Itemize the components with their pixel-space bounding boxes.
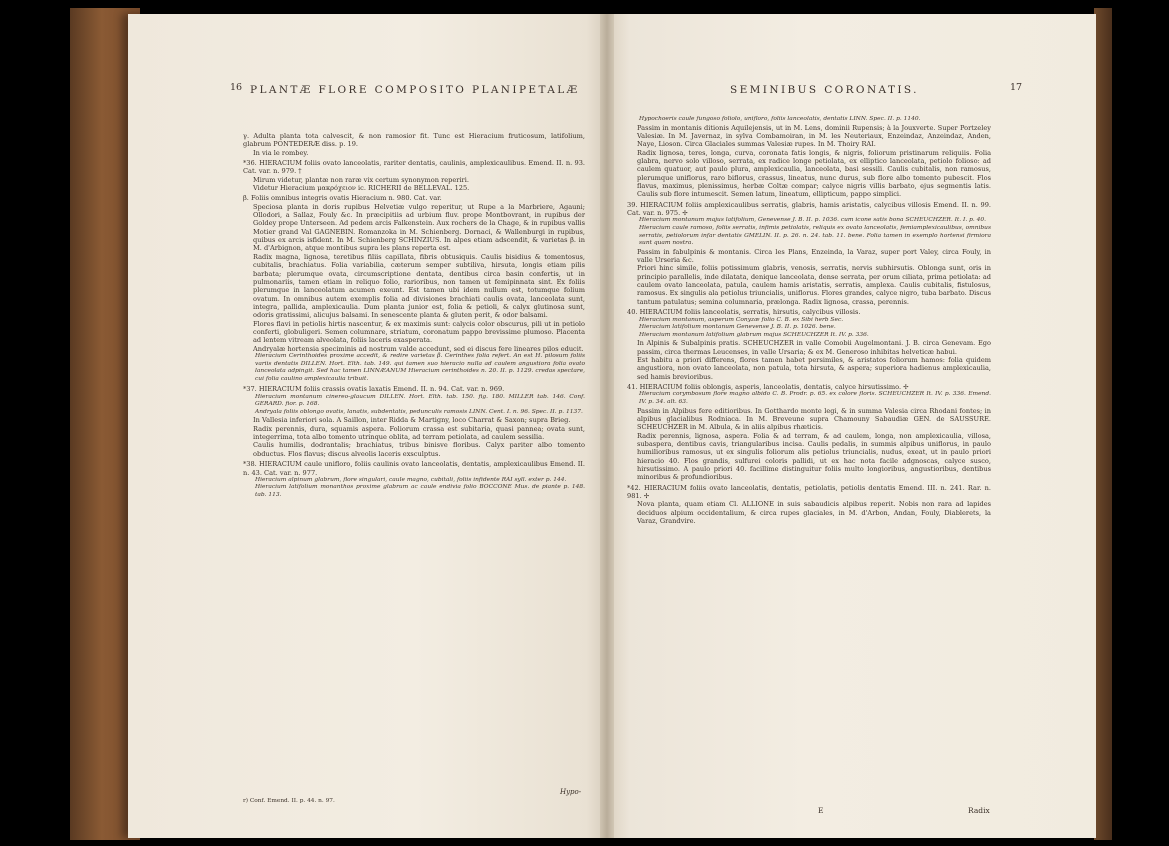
text-paragraph: γ. Adulta planta tota calvescit, & non ramosior fit. Tunc est Hieracium fruticosum, latifolium, glabrum PONTEDERÆ diss. p. 19. — [243, 132, 585, 149]
text-paragraph: 40. HIERACIUM foliis lanceolatis, serratis, hirsutis, calycibus villosis. — [627, 308, 861, 317]
text-paragraph: In Alpinis & Subalpinis pratis. SCHEUCHZER in valle Comobii Augelmontani. J. B. circa Genevam. Ego passim, circa thermas Leucenses, in valle Ursaria; & ex M. Generoso inhibitas helveticæ habui. — [637, 339, 991, 356]
text-paragraph: Andryala foliis oblongo ovatis, lanatis, subdentatis, pedunculis ramosis LINN. Cent. I. n. 96. Spec. II. p. 1137. — [255, 408, 583, 415]
text-paragraph: *42. HIERACIUM foliis ovato lanceolatis, dentatis, petiolatis, petiolis dentatis Emend. III. n. 241. Rar. n. 981. ✢ — [627, 483, 991, 500]
book-gutter — [600, 14, 614, 838]
right-signature: E — [818, 806, 824, 815]
text-paragraph: In Vallesia inferiori sola. A Saillon, inter Ridda & Martigny, loco Charrat & Saxon; supra Brieg. — [253, 416, 571, 425]
text-paragraph: Passim in montanis ditionis Aquilejensis, ut in M. Lens, dominii Rupensis; à la Jouxverte. Super Portzeley Valesiæ. In M. Javernaz, in sylva Combamoiran, in M. les Neuteriaux, Enzeindaz, Anzeindaz, Anden, Naye, Lioson. Circa Glaciales summas Valesiæ rupes. In M. Thoiry RAI. — [637, 123, 991, 149]
text-paragraph: Radix magna, lignosa, teretibus filiis capillata, fibris obtusiquis. Caulis bisidius & tomentosus, cubitalis, brachiatus. Folia variabilia, cæterum semper subtiliva, hirsuta, longis etiam pilis barbata; plerumque ovata, circumscriptione dentata, dentibus circa basin confertis, ut in pulmonariis, tamen etiam in reliquo folio, rarioribus, non tamen ut femipinnata sint. Ex foliis plerumque in lanceolatum acumen exeunt. Est tamen ubi idem nullum est, totumque folium ovatum. In omnibus autem exemplis folia ad divisiones brachiati caulis ovata, lanceolata sunt, integra, pallida, amplexicaulia. Dum planta junior est, folia & petioli, & calyx glutinosa sunt, odoris gratissimi, alicujus balsami. In senescente planta & gluten perit, & odor balsami. — [253, 252, 585, 320]
text-paragraph: Hieracium montanum majus latifolium, Genevense J. B. II. p. 1036. cum icone satis bona SCHEUCHZER. It. I. p. 40. — [639, 217, 987, 224]
text-paragraph: 41. HIERACIUM foliis oblongis, asperis, lanceolatis, dentatis, calyce hirsutissimo. ✢ — [627, 383, 909, 391]
text-paragraph: Hieracium latifolium montanum Genevense J. B. II. p. 1026. bene. — [639, 324, 836, 331]
text-paragraph: Est habitu a priori differens, flores tamen habet persimiles, & aristatos foliorum hamos: folia quidem angustiora, non ovato lanceolata, non patula, tota hirsuta, & aspera; superiora hadienus amplexicaulia, sed hamis brevioribus. — [637, 355, 991, 381]
text-paragraph: In via le rombey. — [253, 148, 309, 157]
text-paragraph: Radix perennis, lignosa, aspera. Folia & ad terram, & ad caulem, longa, non amplexicaulia, villosa, subaspera, dentibus cavis, triangularibus incisa. Caulis pedalis, in summis alpibus uniflorus, in paulo humilioribus ramosus, ut ex singulis foliorum alis petiolus triuncialis, nudus, exeat, ut in paulo priori hieracio 40. Flos grandis, sulfurei coloris pallidi, ut ex hac nota facile adgnoscas, calyce susco, hirsutissimo. A paulo priori 40. facillime distinguitur foliis multo longioribus, angustioribus, dentibus minoribus & profundioribus. — [637, 431, 991, 482]
left-running-head: PLANTÆ FLORE COMPOSITO PLANIPETALÆ — [250, 84, 580, 96]
text-paragraph: Speciosa planta in doris rupibus Helvetiæ vulgo reperitur, ut Rupe a la Marbriere, Agauni; Ollodori, a Sallaz, Fouly &c. In præcipitiis ad urbium fluv. prope Montbovrant, in rupibus der Goldey prope Unterseen. Ad pedem arcis Falkenstein. Aux rochers de la Chage, & in rupibus vallis Motier grand Val GAGNEBIN. Romanzoka in M. Schienberg. Dornaci, & Wallenburgi in rupibus, quibus ex arcis isfident. In M. Schienberg SCHINZIUS. In alpes etiam adscendit, & varietas β. in M. d'Arbignon, atque montibus supra les plans reperta est. — [253, 202, 585, 253]
text-paragraph: Hieracium alpinum glabrum, flore singulari, caule magno, cubitali, foliis infidente RAI syll. exter p. 144. — [255, 476, 567, 483]
text-paragraph: Flores flavi in petiolis hirtis nascentur, & ex maximis sunt: calycis color obscurus, pili ut in petiolo conferti, globuligeri. Semen columnare, striatum, coronatum pappo brevissime plumoso. Placenta ad lentem vitream alveolata, foliis laceris exasperata. — [253, 319, 585, 345]
text-paragraph: Hieracium montanum, asperum Conyzæ folio C. B. ex Sibi herb Sec. — [639, 316, 844, 323]
right-running-head: SEMINIBUS CORONATIS. — [730, 84, 919, 96]
text-paragraph: 39. HIERACIUM foliis amplexicaulibus serratis, glabris, hamis aristatis, calycibus villosis Emend. II. n. 99. Cat. var. n. 975. ✢ — [627, 200, 991, 218]
text-paragraph: Radix lignosa, teres, longa, curva, coronata fatis longis, & nigris, foliorum pristinarum reliquiis. Folia glabra, nervo solo villoso, serrata, ex radice longe petiolata, ex elliptico lanceolata, petiolo folioso: ad caulem quatuor, aut paulo plura, amplexicaulia, lanceolata, basi sessili. Caulis cubitalis, non ramosus, plerumque uniflorus, raro biflorus, crassus, lineatus, nunc durus, sub flore albo tomento pubescit. Flos flavus, maximus, plenissimus, herbæ Coltæ compar; calyce nigris villis barbato, ejus segmentis latis. Caulis sub flore intumescit. Semen latum, lineatum, ellipticum, pappo simplici. — [637, 148, 991, 199]
right-catchword: Radix — [968, 806, 990, 815]
right-text-column — [627, 116, 991, 525]
text-paragraph: Nova planta, quam etiam Cl. ALLIONE in suis sabaudicis alpibus reperit. Nobis non rara ad lapides deciduos alpium occidentalium, & circa rupes glaciales, in M. d'Arbon, Andan, Fouly, Diablerets, la Varaz, Grandvire. — [637, 500, 991, 525]
text-paragraph: *37. HIERACIUM foliis crassis ovatis laxatis Emend. II. n. 94. Cat. var. n. 969. — [243, 385, 505, 394]
text-paragraph: Hieracium corymbosum flore magno albido C. B. Prodr. p. 65. ex colore floris. SCHEUCHZER It. IV. p. 336. Emend. IV. p. 34. alt. 63. — [639, 391, 991, 405]
text-paragraph: Hieracium Cerinthoides proxime accedit, & redire varietas β. Cerinthes folia refert. An est H. pilosum foliis variis dentatis DILLEN. Hort. Elth. tab. 149. qui tamen suo hieracio nulla ad caulem angustiora folia ovato lanceolata adpingit. Sed hac tamen LINNÆANUM Hieracium cerinthoides n. 20. II. p. 1129. credas spectare, cui folia caulino amplexicaulia tribuit. — [255, 352, 585, 382]
left-catchword: Hypo- — [560, 788, 582, 796]
left-text-column — [243, 130, 585, 500]
text-paragraph: Hieracium latifolium monanthos proxime glabrum ac caule endivia folio BOCCONE Mus. de piante p. 148. tab. 113. — [255, 484, 585, 499]
text-paragraph: Andryalæ hortensia speciminis ad nostrum valde accedunt, sed ei discus fere lineares pilos educit. — [253, 344, 584, 353]
text-paragraph: Hypochoeris caule fungoso foliolo, unifloro, foliis lanceolatis, dentatis LINN. Spec. II. p. 1140. — [639, 116, 921, 122]
text-paragraph: β. Foliis omnibus integris ovatis Hieracium n. 980. Cat. var. — [243, 194, 442, 203]
text-paragraph: Videtur Hieracium μακρόχειον ic. RICHERII de BELLEVAL. 125. — [253, 184, 470, 193]
left-page-number: 16 — [230, 82, 243, 93]
text-paragraph: Radix perennis, dura, squamis aspera. Foliorum crassa est subitaria, quasi pannea; ovata sunt, integerrima, tota albo tomento utrinque oblita, ad terram petiolata, ad caulem sessilia. — [253, 424, 585, 442]
text-paragraph: Passim in fabulpinis & montanis. Circa les Plans, Enzeinda, la Varaz, super port Valey, circa Fouly, in valle Urseria &c. — [637, 247, 991, 265]
text-paragraph: *38. HIERACIUM caule unifloro, foliis caulinis ovato lanceolatis, dentatis, amplexicaulibus Emend. II. n. 43. Cat. var. n. 977. — [243, 460, 585, 477]
right-page-number: 17 — [1010, 82, 1023, 93]
text-paragraph: Mirum videtur, plantæ non raræ vix certum synonymon reperiri. — [253, 175, 469, 184]
text-paragraph: Hieracium caule ramoso, foliis serratis, infimis petiolatis, reliquis ex ovato lanceolatis, femiamplexicaulibus, omnibus serratis, petiolorum infar dentatis GMELIN. II. p. 26. n. 24. tab. 11. bene. Folia tamen in exemplo hortensi firmiora sunt quam nostra. — [639, 224, 991, 247]
text-paragraph: Passim in Alpibus fere editioribus. In Gotthardo monte legi, & in summa Valesia circa Rhodani fontes; in alpibus glacialibus Rodniaca. In M. Breveune supra Chamouny Sabaudiæ GEN. de SAUSSURE. SCHEUCHZER in M. Albula, & in aliis alpibus rhæticis. — [637, 406, 991, 432]
book-cover-right — [1094, 8, 1112, 840]
text-paragraph: Priori hinc simile, foliis potissimum glabris, venosis, serratis, nervis subhirsutis. Oblonga sunt, oris in principio parallelis, inde dilatata, denique lanceolata, dense serrata, per orum ciliata, prima petiolata: ad caulem ovato lanceolata, patula, caulem hamis aristatis, serratis, amplexa. Caulis cubitalis, fistulosus, ramosus. Ex singulis ala petiolus triuncialis, uniflorus. Flores grandes, calyce nigro, tuba barbato. Discus tantum patulatus; semina columnaria, prælonga. Radix lignosa, crassa, perennis. — [637, 264, 991, 306]
left-footnote: r) Conf. Emend. II. p. 44. n. 97. — [243, 798, 335, 804]
text-paragraph: *36. HIERACIUM foliis ovato lanceolatis, rariter dentatis, caulinis, amplexicaulibus. Emend. II. n. 93. Cat. var. n. 979. † — [243, 159, 585, 176]
text-paragraph: Hieracium montanum latifolium glabrum majus SCHEUCHZER It. IV. p. 336. — [639, 331, 869, 338]
text-paragraph: Hieracium montanum cinereo-glaucum DILLEN. Hort. Elth. tab. 150. fig. 180. MILLER tab. 146. Conf. GERARD. fior. p. 168. — [255, 393, 585, 408]
text-paragraph: Caulis humilis, dodrantalis; brachiatus, tribus binisve floribus. Calyx pariter albo tomento obductus. Flos flavus; discus alveolis laceris exsculptus. — [253, 441, 585, 458]
